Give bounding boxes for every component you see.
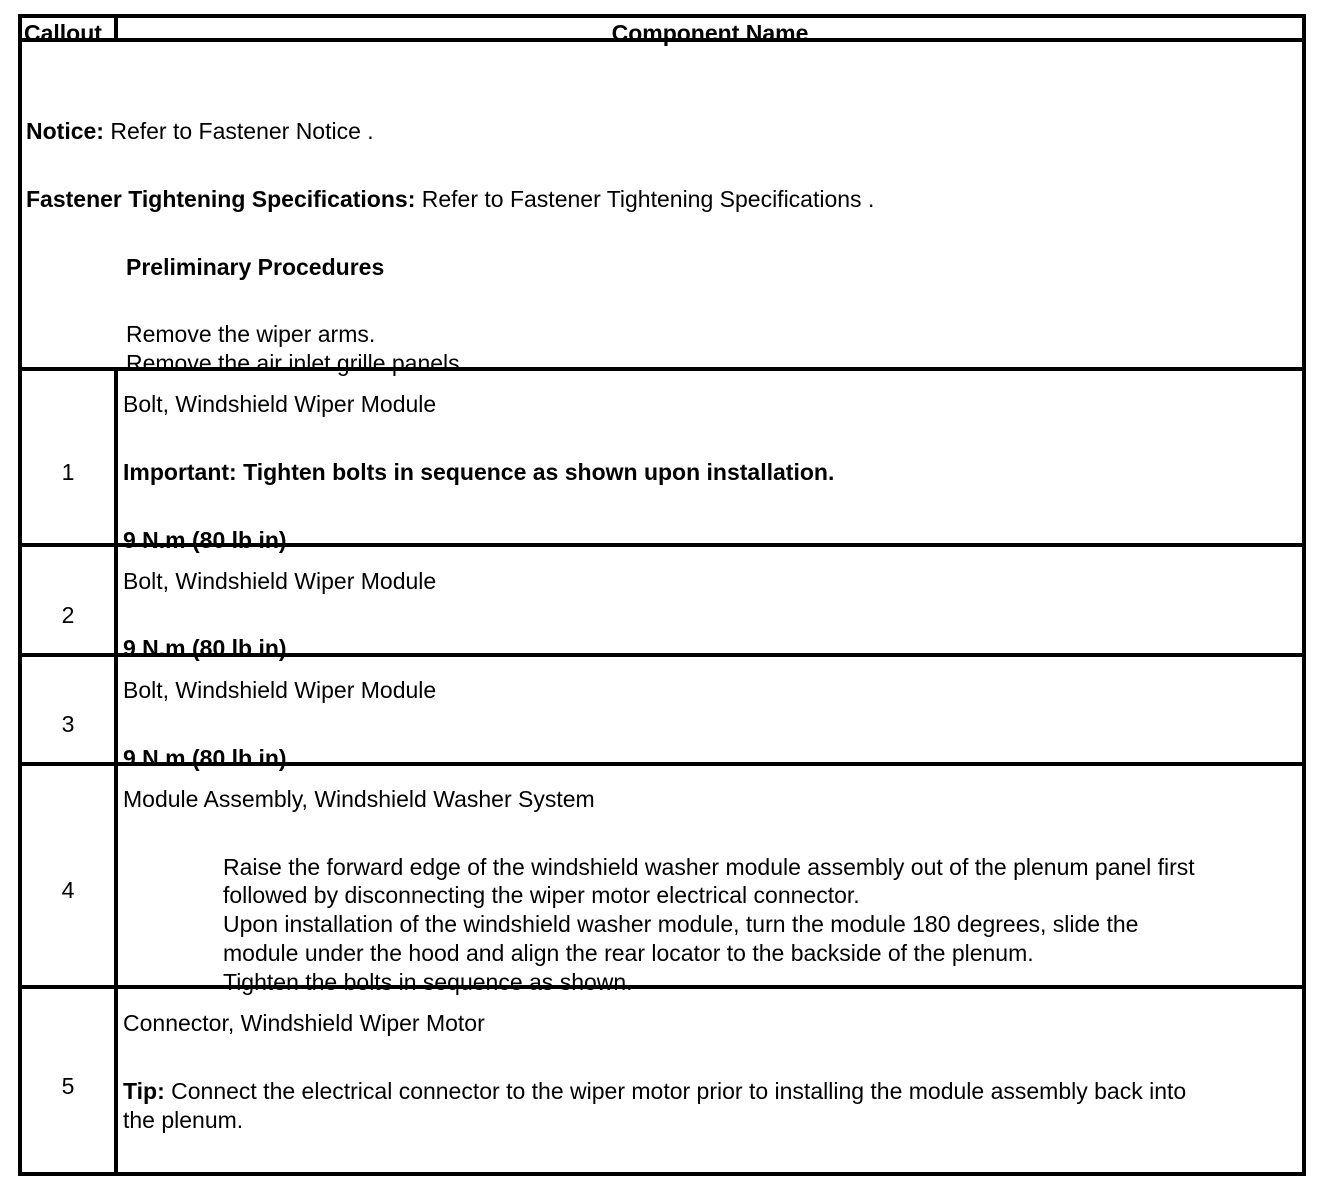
- callout-5: 5: [61, 1073, 75, 1099]
- row-1-important: Important: Tighten bolts in sequence as shown upon installation.: [123, 459, 835, 485]
- row-5-name: Connector, Windshield Wiper Motor: [123, 1010, 485, 1036]
- callout-2: 2: [61, 602, 75, 628]
- row-3-name: Bolt, Windshield Wiper Module: [123, 677, 437, 703]
- row-2-torque: 9 N.m (80 lb in): [123, 635, 287, 661]
- row-5-tip-cont: the plenum.: [123, 1107, 244, 1133]
- spec-text: Refer to Fastener Tightening Specifications .: [415, 186, 875, 212]
- callout-4: 4: [61, 877, 75, 903]
- divider-row-4: [22, 985, 1302, 989]
- prelim-title: Preliminary Procedures: [126, 254, 385, 280]
- row-1-name: Bolt, Windshield Wiper Module: [123, 391, 437, 417]
- callout-3: 3: [61, 711, 75, 737]
- prelim-step: Remove the air inlet grille panels.: [126, 350, 467, 376]
- tip-text: Connect the electrical connector to the wiper motor prior to installing the module assembly back into: [164, 1078, 1187, 1104]
- notice-line: [26, 117, 374, 145]
- spec-label: Fastener Tightening Specifications:: [26, 186, 416, 212]
- row-5-tip: [123, 1077, 1186, 1105]
- row-1-torque: 9 N.m (80 lb in): [123, 527, 287, 553]
- row-4-name: Module Assembly, Windshield Washer System: [123, 786, 595, 812]
- row-2-name: Bolt, Windshield Wiper Module: [123, 568, 437, 594]
- notice-text: Refer to Fastener Notice .: [103, 118, 374, 144]
- fastener-table: [18, 14, 1306, 1176]
- spec-line: [26, 185, 874, 213]
- row-4-step: Upon installation of the windshield washer module, turn the module 180 degrees, slide the: [223, 911, 1139, 937]
- row-4-step: module under the hood and align the rear locator to the backside of the plenum.: [223, 940, 1034, 966]
- row-4-step: Tighten the bolts in sequence as shown.: [223, 969, 633, 995]
- prelim-step: Remove the wiper arms.: [126, 321, 376, 347]
- row-3-torque: 9 N.m (80 lb in): [123, 745, 287, 771]
- callout-1: 1: [61, 459, 75, 485]
- notice-label: Notice:: [26, 118, 104, 144]
- column-divider-body: [114, 367, 118, 1172]
- row-4-step: followed by disconnecting the wiper motor electrical connector.: [223, 882, 860, 908]
- header-component-name: Component Name: [611, 20, 809, 46]
- header-callout: Callout: [24, 20, 102, 46]
- row-4-step: Raise the forward edge of the windshield washer module assembly out of the plenum panel first: [223, 854, 1195, 880]
- tip-label: Tip:: [123, 1078, 165, 1104]
